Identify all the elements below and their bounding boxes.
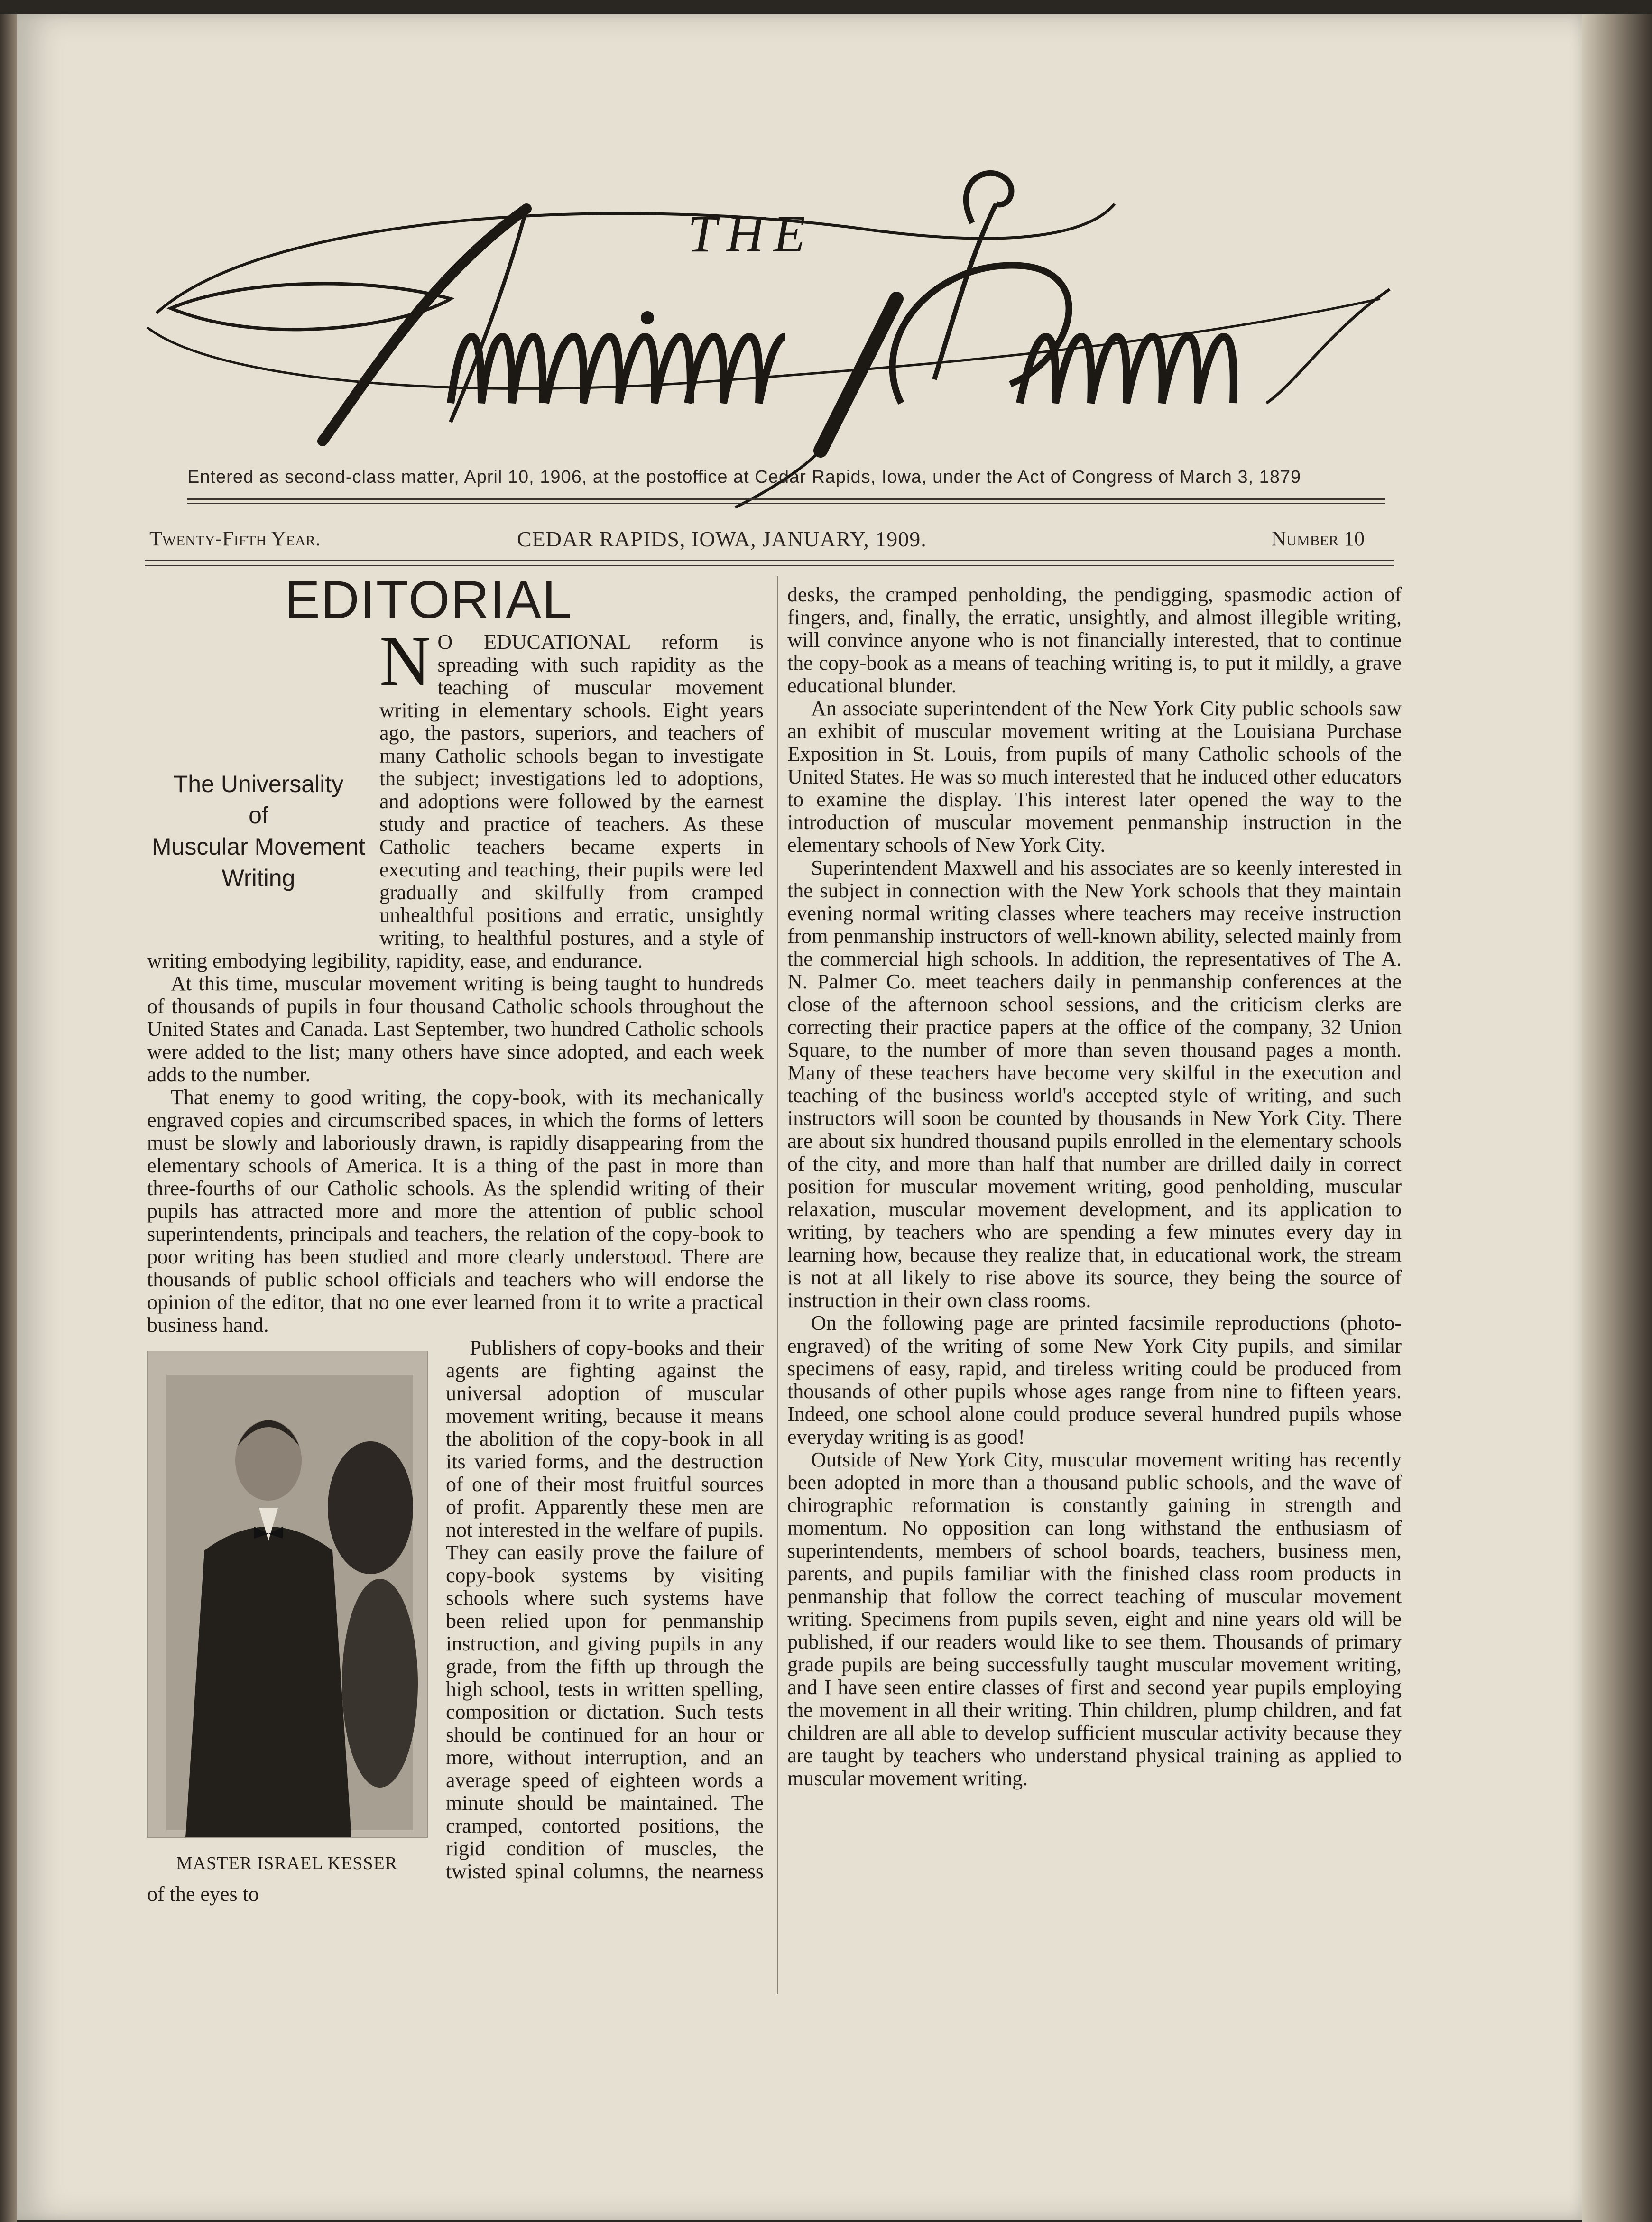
right-column bbox=[787, 583, 1402, 1790]
right-paragraph-4: On the following page are printed facsimile reproductions (photo-engraved) of the writing of some New York City pupils, and similar specimens of easy, rapid, and tireless writing could be produced from thousands of other pupils whose ages range from nine to fifteen years. Indeed, one school alone could produce several hundred pupils whose everyday writing is as good! bbox=[787, 1311, 1402, 1448]
column-divider bbox=[777, 576, 778, 1994]
paragraph-4: Publishers of copy-books and their agents are fighting against the universal adoption of muscular movement writing, because it means the abolition of the copy-book in all its varied forms, and the destruction of one of their most fruitful sources of profit. Apparently these men are not interested in the welfare of pupils. They can easily prove the failure of copy-book systems by visiting schools where such systems have been relied upon for penmanship instruction, and giving pupils in any grade, from the fifth up through the high school, tests in written spelling, composition or dictation. Such tests should be continued for an hour or more, without interruption, and an average speed of eighteen words a minute should be maintained. The cramped, contorted positions, the rigid condition of muscles, the twisted spinal columns, the nearness of the eyes to bbox=[147, 1336, 764, 1906]
right-paragraph-3: Superintendent Maxwell and his associates are so keenly interested in the subject in connection with the New York schools that they maintain evening normal writing classes where teachers may receive instruction from penmanship instructors of well-known ability, selected mainly from the commercial high schools. In addition, the representatives of The A. N. Palmer Co. meet teachers daily in penmanship conferences at the close of the afternoon school sessions, and the criticism clerks are correcting their practice papers at the office of the company, 32 Union Square, to the number of more than seven thousand pages a month. Many of these teachers have become very skilful in the execution and teaching of the business world's accepted style of writing, and such instructors will soon be counted by thousands in New York City. There are about six hundred thousand pupils enrolled in the elementary schools of the city, and more than half that number are drilled daily in correct position for muscular movement writing, good penholding, muscular relaxation, muscular movement development, and its application to writing, by teachers who are spending a few minutes every day in learning how, because they realize that, in educational work, the stream is not at all likely to rise above its source, they being the source of instruction in their own class rooms. bbox=[787, 856, 1402, 1312]
sidenote-block bbox=[147, 768, 370, 894]
portrait-photo bbox=[147, 1351, 428, 1838]
svg-text:THE: THE bbox=[688, 205, 815, 263]
sidenote-line-4: Writing bbox=[221, 865, 295, 891]
portrait-figure bbox=[147, 1351, 427, 1875]
sidenote-line-1: The Universality bbox=[173, 771, 344, 797]
entered-notice: Entered as second-class matter, April 10, 1906, at the postoffice at Cedar Rapids, Iowa, under the Act of Congress of March 3, 1879 bbox=[187, 467, 1301, 487]
editorial-heading: EDITORIAL bbox=[285, 570, 573, 629]
photo-caption: MASTER ISRAEL KESSER bbox=[176, 1853, 398, 1873]
masthead-rule-bottom bbox=[187, 503, 1385, 504]
paragraph-3: That enemy to good writing, the copy-book, with its mechanically engraved copies and circumscribed spaces, in which the forms of letters must be slowly and laboriously drawn, is rapidly disappearing from the elementary schools of America. It is a thing of the past in more than three-fourths of our Catholic schools. As the splendid writing of their pupils has attracted more and more the attention of public school superintendents, principals and teachers, the relation of the copy-book to poor writing has been studied and more clearly understood. There are thousands of public school officials and teachers who will endorse the opinion of the editor, that no one ever learned from it to write a practical business hand. bbox=[147, 1086, 764, 1337]
issue-line bbox=[149, 526, 1394, 555]
sidenote-line-2: of bbox=[249, 802, 268, 829]
sidenote-line-3: Muscular Movement bbox=[151, 833, 366, 860]
issue-rule-bottom bbox=[145, 565, 1394, 566]
right-paragraph-2: An associate superintendent of the New York City public schools saw an exhibit of muscular movement writing at the Louisiana Purchase Exposition in St. Louis, from pupils of many Catholic schools of the United States. He was so much interested that he induced other educators to examine the display. This interest later opened the way to the introduction of muscular movement penmanship instruction in the elementary schools of New York City. bbox=[787, 697, 1402, 857]
issue-number: Number 10 bbox=[1271, 527, 1365, 550]
right-paragraph-5: Outside of New York City, muscular movement writing has recently been adopted in more than a thousand public schools, and the wave of chirographic reformation is constantly gaining in strength and momentum. No opposition can long withstand the enthusiasm of superintendents, members of school boards, teachers, business men, parents, and pupils familiar with the finished class room products in penmanship that follow the correct teaching of muscular movement writing. Specimens from pupils seven, eight and nine years old will be published, if our readers would like to see them. Thousands of primary grade pupils are being successfully taught muscular movement writing, and I have seen entire classes of first and second year pupils employing the movement in all their writing. Thin children, plump children, and fat children are all able to develop sufficient muscular activity because they are taught by teachers who understand physical training as applied to muscular movement writing. bbox=[787, 1448, 1402, 1790]
issue-year: Twenty-Fifth Year. bbox=[149, 527, 321, 550]
previous-page-edge bbox=[0, 14, 17, 2222]
right-paragraph-1: desks, the cramped penholding, the pendigging, spasmodic action of fingers, and, finally, the erratic, unsightly, and almost illegible writing, will convince anyone who is not financially interested, that to continue the copy-book as a means of teaching writing is, to put it mildly, a grave educational blunder. bbox=[787, 583, 1402, 697]
sidenote bbox=[147, 768, 370, 894]
masthead-logo bbox=[119, 157, 1399, 517]
issue-rule-top bbox=[145, 560, 1394, 561]
drop-cap: N bbox=[379, 622, 431, 701]
paragraph-1-text: O EDUCATIONAL reform is spreading with such rapidity as the teaching of muscular movement writing in elementary schools. Eight years ago, the pastors, superiors, and teachers of many Catholic schools began to investigate the subject; investigations led to adoptions, and adoptions were followed by the earnest study and practice of teachers. As these Catholic teachers became experts in executing and teaching, their pupils were led gradually and skilfully from cramped unhealthful positions and erratic, unsightly writing, to healthful postures, and a style of writing embodying legibility, rapidity, ease, and endurance. bbox=[147, 630, 764, 972]
page-stack-edge bbox=[1582, 14, 1652, 2222]
masthead-rule-top bbox=[187, 498, 1385, 500]
paragraph-2: At this time, muscular movement writing is being taught to hundreds of thousands of pupils in four thousand Catholic schools throughout the United States and Canada. Last September, two hundred Catholic schools were added to the list; many others have since adopted, and each week adds to the number. bbox=[147, 972, 764, 1086]
issue-place-date: CEDAR RAPIDS, IOWA, JANUARY, 1909. bbox=[517, 527, 927, 551]
